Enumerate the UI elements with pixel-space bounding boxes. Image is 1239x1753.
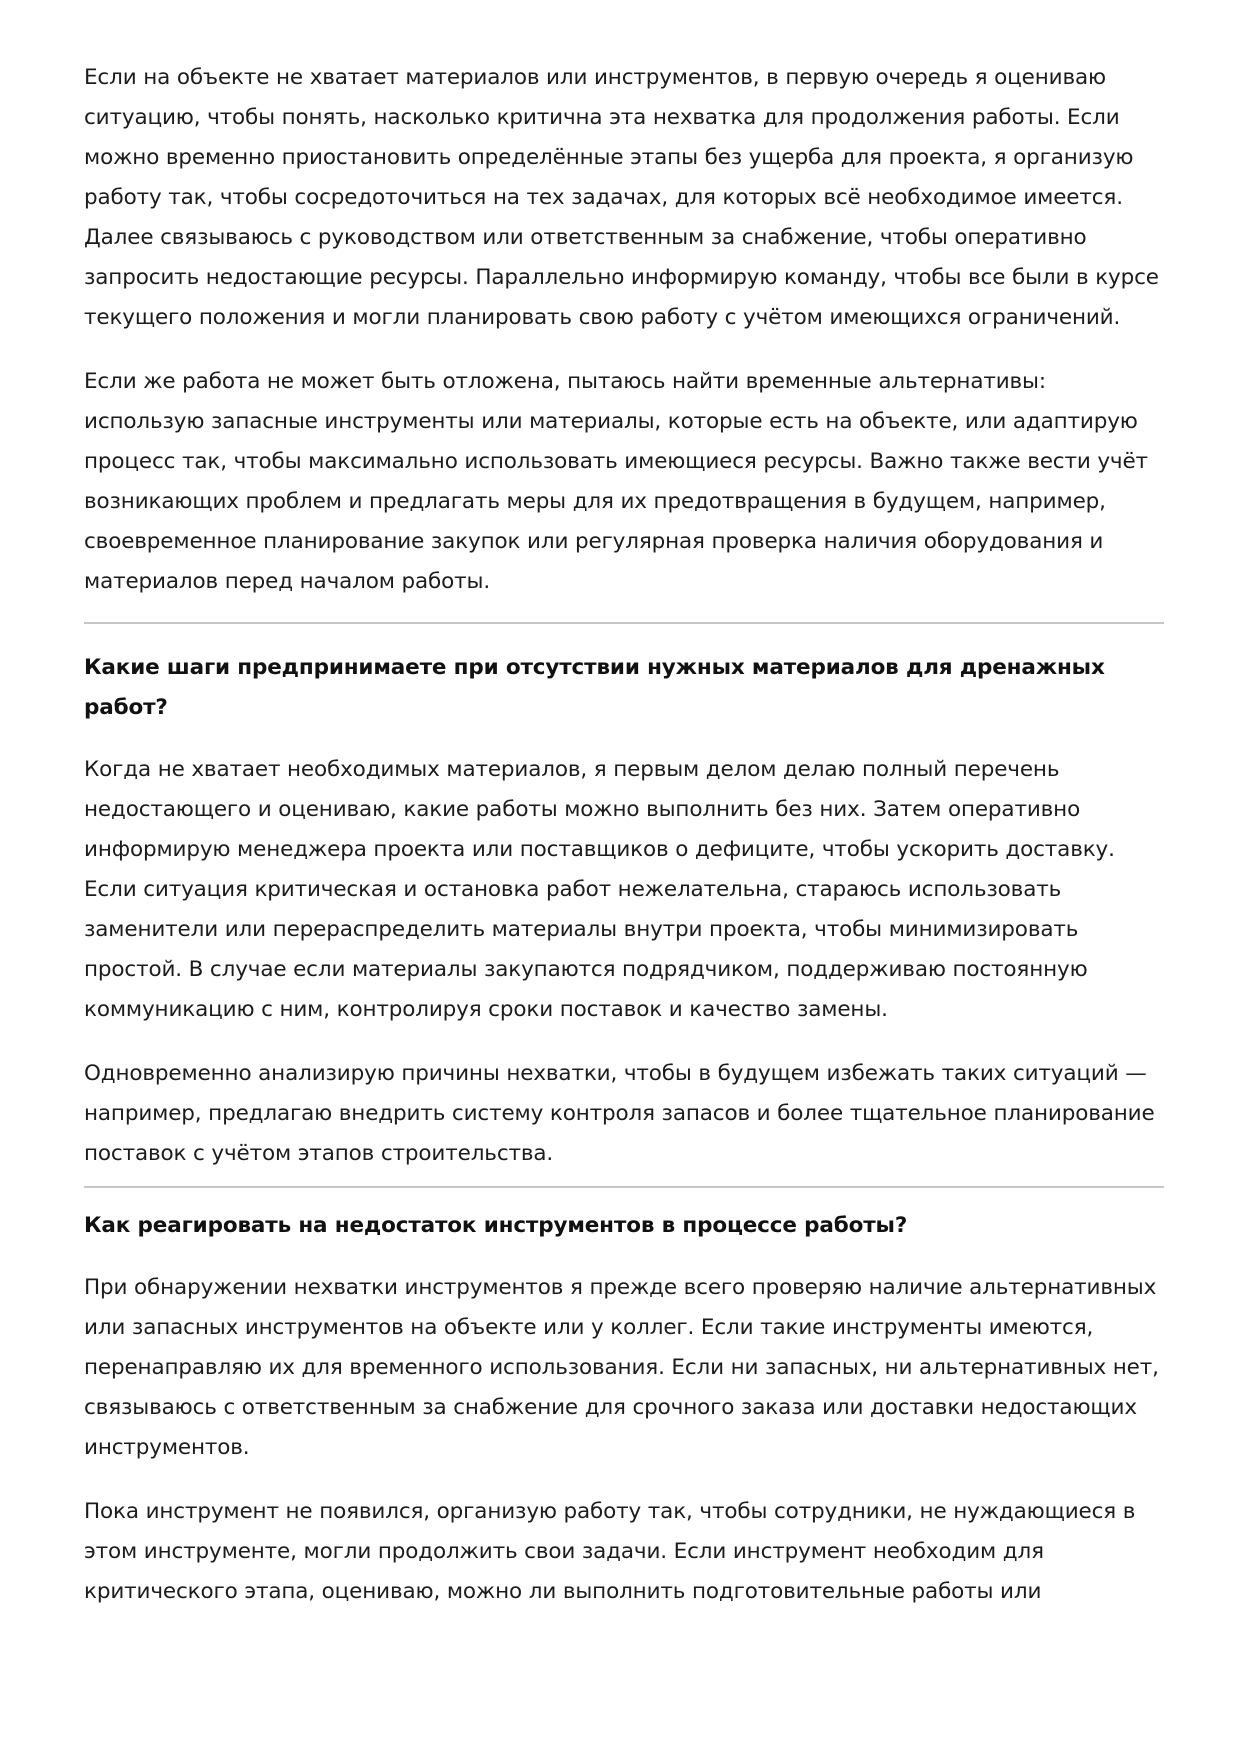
section-heading: Какие шаги предпринимаете при отсутствии нужных материалов для дренажных работ? [84, 655, 1105, 720]
paragraph: Если же работа не может быть отложена, пытаюсь найти временные альтернативы: использую запасные инструменты или материалы, которые есть на объекте, или адаптирую процесс так, чтобы максимально использовать имеющиеся ресурсы. Важно также вести учёт возникающих проблем и предлагать меры для их предотвращения в будущем, например, своевременное планирование закупок или регулярная проверка наличия оборудования и материалов перед началом работы. [84, 369, 1148, 594]
paragraph: Одновременно анализирую причины нехватки, чтобы в будущем избежать таких ситуаций — например, предлагаю внедрить систему контроля запасов и более тщательное планирование поставок с учётом этапов строительства. [84, 1061, 1155, 1166]
document-content [84, 58, 1164, 1612]
paragraph: Пока инструмент не появился, организую работу так, чтобы сотрудники, не нуждающиеся в этом инструменте, могли продолжить свои задачи. Если инструмент необходим для критического этапа, оцениваю, можно ли выполнить подготовительные работы или [84, 1499, 1136, 1604]
section-intro [84, 58, 1164, 602]
paragraph: Когда не хватает необходимых материалов, я первым делом делаю полный перечень недостающего и оцениваю, какие работы можно выполнить без них. Затем оперативно информирую менеджера проекта или поставщиков о дефиците, чтобы ускорить доставку. Если ситуация критическая и остановка работ нежелательна, стараюсь использовать заменители или перераспределить материалы внутри проекта, чтобы минимизировать простой. В случае если материалы закупаются подрядчиком, поддерживаю постоянную коммуникацию с ним, контролируя сроки поставок и качество замены. [84, 757, 1115, 1022]
paragraph: При обнаружении нехватки инструментов я прежде всего проверяю наличие альтернативных или запасных инструментов на объекте или у коллег. Если такие инструменты имеются, перенаправляю их для временного использования. Если ни запасных, ни альтернативных нет, связываюсь с ответственным за снабжение для срочного заказа или доставки недостающих инструментов. [84, 1275, 1159, 1460]
section-tools-shortage [84, 1206, 1164, 1612]
section-drainage-materials [84, 648, 1164, 1174]
paragraph: Если на объекте не хватает материалов или инструментов, в первую очередь я оцениваю ситуацию, чтобы понять, насколько критична эта нехватка для продолжения работы. Если можно временно приостановить определённые этапы без ущерба для проекта, я организую работу так, чтобы сосредоточиться на тех задачах, для которых всё необходимое имеется. Далее связываюсь с руководством или ответственным за снабжение, чтобы оперативно запросить недостающие ресурсы. Параллельно информирую команду, чтобы все были в курсе текущего положения и могли планировать свою работу с учётом имеющихся ограничений. [84, 65, 1159, 330]
section-heading: Как реагировать на недостаток инструментов в процессе работы? [84, 1213, 908, 1238]
